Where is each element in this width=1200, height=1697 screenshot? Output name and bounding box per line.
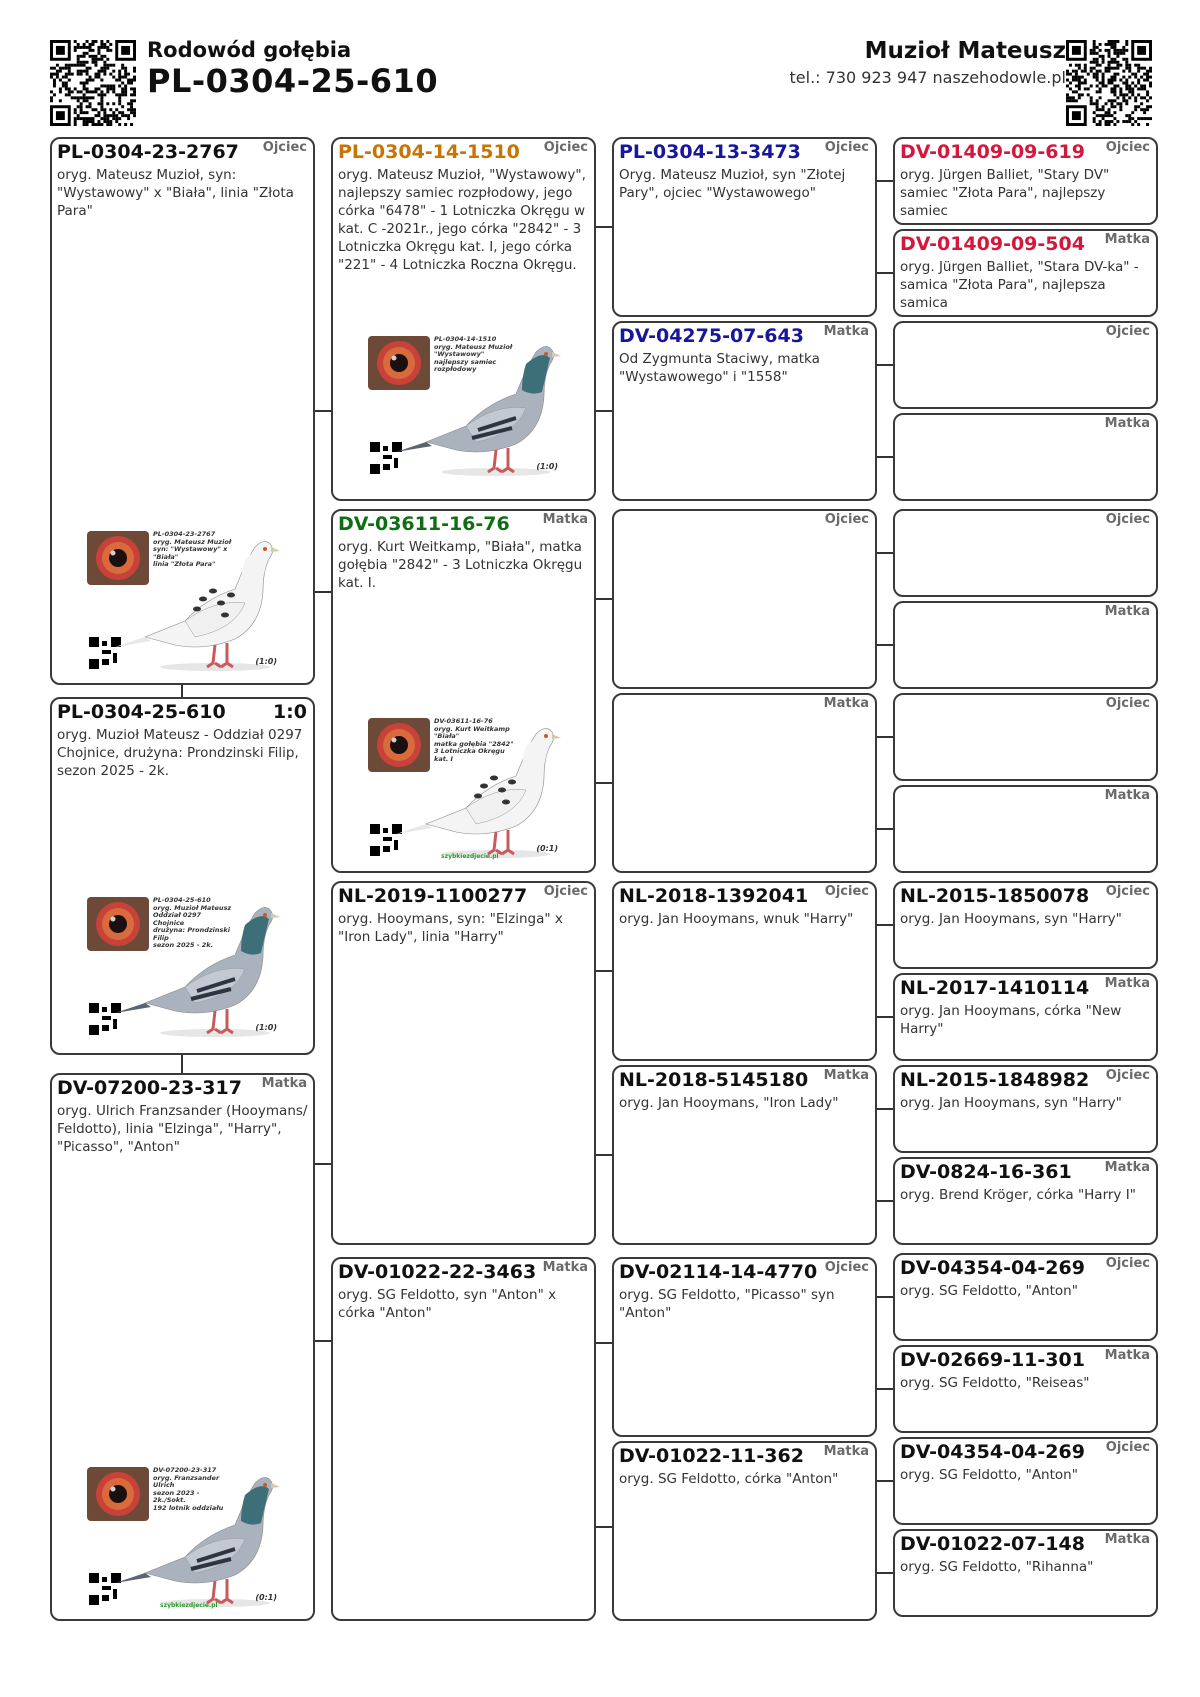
connector-line xyxy=(876,552,894,554)
pigeon-description: oryg. Jan Hooymans, "Iron Lady" xyxy=(619,1095,839,1111)
pedigree-card-gen3-empty xyxy=(612,693,877,873)
pigeon-description: oryg. Mateusz Muzioł, "Wystawowy", najlepszy samiec rozpłodowy, jego córka "6478" - 1 Lotniczka Okręgu w kat. C -2021r., jego córka "2842" - 3 Lotniczka Okręgu kat. I, jego córka "221" - 4 Lotniczka Roczna Okręgu. xyxy=(338,167,586,273)
pedigree-card-gen4-empty xyxy=(893,413,1158,501)
pedigree-card-gen3 xyxy=(612,1257,877,1437)
connector-line xyxy=(876,736,894,738)
qr-code-icon xyxy=(1066,40,1152,126)
pedigree-card-gen3 xyxy=(612,1441,877,1621)
photo-caption: PL-0304-23-2767 oryg. Mateusz Muzioł syn: "Wystawowy" x "Biała" linia "Złota Para" xyxy=(153,530,232,568)
pigeon-ring-number: PL-0304-25-610 xyxy=(147,62,439,100)
connector-line xyxy=(876,924,894,926)
pedigree-card-grandfather-paternal xyxy=(331,137,596,501)
pigeon-description: oryg. SG Feldotto, syn "Anton" x córka "Anton" xyxy=(338,1287,557,1321)
connector-line xyxy=(876,1200,894,1202)
role-label: Ojciec xyxy=(824,512,869,527)
pigeon-photo xyxy=(85,895,285,1040)
role-label: Ojciec xyxy=(1105,1256,1150,1271)
connector-line xyxy=(876,1108,894,1110)
ring-number: PL-0304-13-3473 xyxy=(619,141,801,163)
pedigree-card-gen3 xyxy=(612,137,877,317)
role-label: Matka xyxy=(823,324,869,339)
pedigree-card-gen4-empty xyxy=(893,509,1158,597)
role-label: Matka xyxy=(261,1076,307,1091)
role-label: Matka xyxy=(1104,976,1150,991)
qr-code-icon xyxy=(50,40,136,126)
connector-line xyxy=(594,1526,613,1528)
connector-line xyxy=(594,226,613,228)
eye-photo-icon xyxy=(87,1467,149,1521)
connector-line xyxy=(313,591,332,593)
role-label: Ojciec xyxy=(824,884,869,899)
photo-score: (1:0) xyxy=(255,657,277,666)
pedigree-card-gen4-empty xyxy=(893,601,1158,689)
pigeon-description: oryg. Muzioł Mateusz - Oddział 0297 Chojnice, drużyna: Prondzinski Filip, sezon 2025 - 2k. xyxy=(57,727,303,779)
photo-caption: PL-0304-14-1510 oryg. Mateusz Muzioł "Wystawowy" najlepszy samiec rozpłodowy xyxy=(434,335,513,373)
ring-number: DV-01409-09-619 xyxy=(900,141,1085,163)
pigeon-photo xyxy=(85,1465,285,1610)
pedigree-card-gen4 xyxy=(893,1253,1158,1341)
role-label: Ojciec xyxy=(1105,884,1150,899)
pedigree-card-gen4 xyxy=(893,137,1158,225)
role-label: Matka xyxy=(1104,1348,1150,1363)
role-label: Ojciec xyxy=(543,884,588,899)
pedigree-card-father xyxy=(50,137,315,685)
pigeon-description: oryg. SG Feldotto, "Anton" xyxy=(900,1467,1078,1483)
role-label: Matka xyxy=(823,1444,869,1459)
pigeon-description: oryg. SG Feldotto, "Picasso" syn "Anton" xyxy=(619,1287,835,1321)
photo-score: (0:1) xyxy=(536,844,558,853)
connector-line xyxy=(181,1054,183,1074)
connector-line xyxy=(876,1296,894,1298)
ring-number: PL-0304-14-1510 xyxy=(338,141,520,163)
pigeon-photo xyxy=(366,334,566,479)
connector-line xyxy=(313,1163,332,1165)
photo-score: (1:0) xyxy=(255,1023,277,1032)
pedigree-card-grandmother-paternal xyxy=(331,509,596,873)
ring-number: DV-07200-23-317 xyxy=(57,1077,242,1099)
ring-number: DV-02114-14-4770 xyxy=(619,1261,818,1283)
pedigree-card-gen4 xyxy=(893,1157,1158,1245)
role-label: Matka xyxy=(1104,232,1150,247)
owner-contact: tel.: 730 923 947 naszehodowle.pl xyxy=(789,68,1066,87)
ring-number: DV-03611-16-76 xyxy=(338,513,510,535)
connector-line xyxy=(594,970,613,972)
pigeon-description: oryg. Hooymans, syn: "Elzinga" x "Iron Lady", linia "Harry" xyxy=(338,911,563,945)
pedigree-card-mother xyxy=(50,1073,315,1621)
role-label: Matka xyxy=(1104,788,1150,803)
role-label: Matka xyxy=(542,1260,588,1275)
role-label: Ojciec xyxy=(262,140,307,155)
owner-name: Muzioł Mateusz xyxy=(864,38,1066,64)
role-label: Ojciec xyxy=(1105,512,1150,527)
connector-line xyxy=(876,364,894,366)
eye-photo-icon xyxy=(87,897,149,951)
role-label: Ojciec xyxy=(824,140,869,155)
role-label: Matka xyxy=(1104,1532,1150,1547)
pigeon-description: oryg. Jürgen Balliet, "Stary DV" samiec "Złota Para", najlepszy samiec xyxy=(900,167,1110,219)
role-label: Matka xyxy=(1104,1160,1150,1175)
pedigree-card-gen3 xyxy=(612,1065,877,1245)
pigeon-description: oryg. Jan Hooymans, córka "New Harry" xyxy=(900,1003,1122,1037)
pedigree-card-gen4-empty xyxy=(893,693,1158,781)
pigeon-description: Od Zygmunta Staciwy, matka "Wystawowego" i "1558" xyxy=(619,351,820,385)
eye-photo-icon xyxy=(368,718,430,772)
role-label: Ojciec xyxy=(1105,1440,1150,1455)
role-label: Matka xyxy=(542,512,588,527)
pedigree-card-gen4-empty xyxy=(893,785,1158,873)
connector-line xyxy=(876,456,894,458)
ring-number: DV-04275-07-643 xyxy=(619,325,804,347)
ring-number: DV-0824-16-361 xyxy=(900,1161,1072,1183)
qr-code-icon xyxy=(370,442,402,474)
pigeon-description: oryg. SG Feldotto, córka "Anton" xyxy=(619,1471,839,1487)
pedigree-card-gen3 xyxy=(612,881,877,1061)
pigeon-description: oryg. Jan Hooymans, wnuk "Harry" xyxy=(619,911,854,927)
role-label: Ojciec xyxy=(543,140,588,155)
connector-line xyxy=(876,272,894,274)
photo-caption: DV-07200-23-317 oryg. Franzsander Ulrich sezon 2023 - 2k./Sokt. 192 lotnik oddziału xyxy=(153,1466,224,1512)
sex-ratio-label: 1:0 xyxy=(272,701,307,723)
pigeon-description: oryg. SG Feldotto, "Reiseas" xyxy=(900,1375,1090,1391)
pigeon-description: oryg. SG Feldotto, "Anton" xyxy=(900,1283,1078,1299)
ring-number: NL-2019-1100277 xyxy=(338,885,528,907)
pigeon-description: oryg. Jürgen Balliet, "Stara DV-ka" - samica "Złota Para", najlepsza samica xyxy=(900,259,1139,311)
connector-line xyxy=(876,1016,894,1018)
qr-code-icon xyxy=(89,1573,121,1605)
pigeon-description: oryg. Ulrich Franzsander (Hooymans/ Feldotto), linia "Elzinga", "Harry", "Picasso", "Anton" xyxy=(57,1103,308,1155)
role-label: Ojciec xyxy=(1105,1068,1150,1083)
pigeon-description: oryg. Mateusz Muzioł, syn: "Wystawowy" x "Biała", linia "Złota Para" xyxy=(57,167,294,219)
connector-line xyxy=(876,644,894,646)
pedigree-card-gen4-empty xyxy=(893,321,1158,409)
role-label: Matka xyxy=(823,696,869,711)
document-label: Rodowód gołębia xyxy=(147,38,352,62)
connector-line xyxy=(594,1342,613,1344)
photographer-brand: szybkiezdjecie.pl xyxy=(160,1602,218,1609)
pedigree-card-gen4 xyxy=(893,881,1158,969)
connector-line xyxy=(594,598,613,600)
connector-line xyxy=(876,828,894,830)
pedigree-card-gen4 xyxy=(893,229,1158,317)
role-label: Matka xyxy=(1104,416,1150,431)
qr-code-icon xyxy=(370,824,402,856)
role-label: Matka xyxy=(1104,604,1150,619)
pigeon-description: oryg. Jan Hooymans, syn "Harry" xyxy=(900,911,1122,927)
pigeon-photo xyxy=(85,529,285,674)
pedigree-card-gen4 xyxy=(893,973,1158,1061)
pedigree-card-grandfather-maternal xyxy=(331,881,596,1245)
ring-number: NL-2018-5145180 xyxy=(619,1069,809,1091)
connector-line xyxy=(876,180,894,182)
role-label: Ojciec xyxy=(1105,140,1150,155)
connector-line xyxy=(876,1388,894,1390)
ring-number: DV-01022-22-3463 xyxy=(338,1261,537,1283)
photo-caption: PL-0304-25-610 oryg. Muzioł Mateusz Oddział 0297 Chojnice drużyna: Prondzinski Filip sezon 2025 - 2k. xyxy=(153,896,232,949)
role-label: Ojciec xyxy=(1105,696,1150,711)
connector-line xyxy=(594,1154,613,1156)
pedigree-card-gen3-empty xyxy=(612,509,877,689)
pigeon-photo xyxy=(366,716,566,861)
pigeon-description: oryg. Jan Hooymans, syn "Harry" xyxy=(900,1095,1122,1111)
qr-code-icon xyxy=(89,637,121,669)
ring-number: DV-04354-04-269 xyxy=(900,1441,1085,1463)
ring-number: DV-01409-09-504 xyxy=(900,233,1085,255)
pigeon-description: Oryg. Mateusz Muzioł, syn "Złotej Pary", ojciec "Wystawowego" xyxy=(619,167,846,201)
pigeon-description: oryg. SG Feldotto, "Rihanna" xyxy=(900,1559,1094,1575)
role-label: Ojciec xyxy=(1105,324,1150,339)
ring-number: NL-2015-1850078 xyxy=(900,885,1090,907)
pedigree-card-gen4 xyxy=(893,1065,1158,1153)
pedigree-card-subject xyxy=(50,697,315,1055)
ring-number: PL-0304-23-2767 xyxy=(57,141,239,163)
photo-score: (0:1) xyxy=(255,1593,277,1602)
pigeon-description: oryg. Kurt Weitkamp, "Biała", matka gołębia "2842" - 3 Lotniczka Okręgu kat. I. xyxy=(338,539,583,591)
connector-line xyxy=(876,1572,894,1574)
photo-caption: DV-03611-16-76 oryg. Kurt Weitkamp "Biała" matka gołębia "2842" 3 Lotniczka Okręgu kat. I xyxy=(434,717,514,763)
qr-code-icon xyxy=(89,1003,121,1035)
ring-number: DV-02669-11-301 xyxy=(900,1349,1085,1371)
pedigree-card-grandmother-maternal xyxy=(331,1257,596,1621)
role-label: Ojciec xyxy=(824,1260,869,1275)
pedigree-card-gen3 xyxy=(612,321,877,501)
eye-photo-icon xyxy=(87,531,149,585)
connector-line xyxy=(313,1340,332,1342)
connector-line xyxy=(876,1480,894,1482)
ring-number: NL-2015-1848982 xyxy=(900,1069,1090,1091)
pedigree-card-gen4 xyxy=(893,1529,1158,1617)
photo-score: (1:0) xyxy=(536,462,558,471)
pedigree-card-gen4 xyxy=(893,1437,1158,1525)
ring-number: DV-01022-07-148 xyxy=(900,1533,1085,1555)
photographer-brand: szybkiezdjecie.pl xyxy=(441,853,499,860)
role-label: Matka xyxy=(823,1068,869,1083)
eye-photo-icon xyxy=(368,336,430,390)
connector-line xyxy=(594,410,613,412)
ring-number: PL-0304-25-610 xyxy=(57,701,226,723)
ring-number: DV-04354-04-269 xyxy=(900,1257,1085,1279)
connector-line xyxy=(313,410,332,412)
ring-number: DV-01022-11-362 xyxy=(619,1445,804,1467)
ring-number: NL-2017-1410114 xyxy=(900,977,1090,999)
pedigree-card-gen4 xyxy=(893,1345,1158,1433)
ring-number: NL-2018-1392041 xyxy=(619,885,809,907)
connector-line xyxy=(594,782,613,784)
pigeon-description: oryg. Brend Kröger, córka "Harry I" xyxy=(900,1187,1136,1203)
